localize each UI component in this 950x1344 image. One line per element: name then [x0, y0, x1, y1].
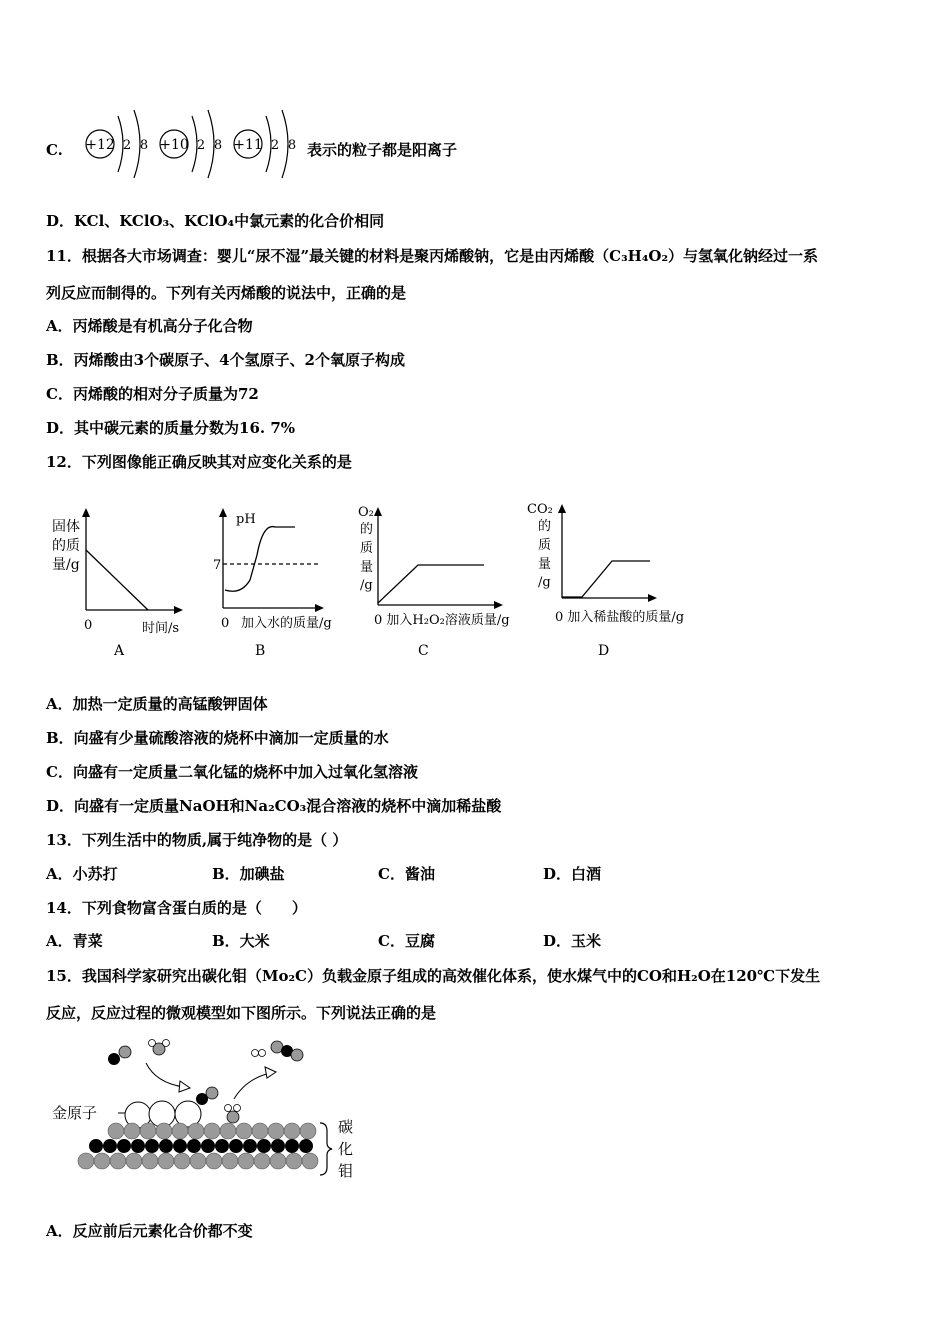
catalyst-model-diagram — [48, 1035, 368, 1195]
graph-d-ylabel-5: /g — [538, 575, 551, 590]
q10-option-c-label: C. — [46, 141, 63, 159]
graph-b-ref-value: 7 — [213, 558, 222, 573]
q12-option-d: D．向盛有一定质量NaOH和Na₂CO₃混合溶液的烧杯中滴加稀盐酸 — [46, 797, 502, 815]
graph-a-caption: A — [114, 643, 125, 659]
graph-d-ylabel-4: 量 — [538, 557, 552, 572]
graph-d-xlabel: 0 加入稀盐酸的质量/g — [555, 610, 685, 625]
graph-a-ylabel-1: 固体 — [52, 519, 80, 535]
q14-option-d: D．玉米 — [543, 932, 602, 950]
graph-c-caption: C — [418, 643, 429, 659]
atom-diagram-1 — [85, 110, 148, 178]
q14-option-b: B．大米 — [212, 932, 270, 950]
graph-b-curve — [225, 527, 295, 592]
graph-b-ylabel: pH — [236, 512, 256, 527]
graph-c-line — [378, 565, 484, 603]
q13-stem: 13．下列生活中的物质,属于纯净物的是（ ） — [46, 831, 348, 849]
q13-option-a: A．小苏打 — [46, 865, 118, 883]
q13-option-b: B．加碘盐 — [212, 865, 285, 883]
graph-d-line — [562, 561, 650, 597]
graph-a-ylabel-2: 的质 — [52, 538, 80, 554]
q11-stem-line1: 11．根据各大市场调查：婴儿“尿不湿”最关键的材料是聚丙烯酸钠，它是由丙烯酸（C₃H₄O₂）与氢氧化钠经过一系 — [46, 247, 819, 265]
q11-option-c: C．丙烯酸的相对分子质量为72 — [46, 385, 259, 403]
graph-b — [205, 505, 355, 665]
graph-c-ylabel-1: O₂ — [358, 505, 374, 520]
q15-stem-line2: 反应，反应过程的微观模型如下图所示。下列说法正确的是 — [46, 1004, 437, 1022]
graph-a-xlabel: 时间/s — [142, 621, 180, 636]
graph-a-origin: 0 — [84, 618, 93, 633]
gold-atom-label: 金原子 — [52, 1104, 98, 1122]
graph-d-ylabel-2: 的 — [538, 519, 552, 534]
graph-c-ylabel-5: /g — [360, 578, 373, 593]
graph-c-ylabel-3: 质 — [360, 541, 374, 556]
graph-c-xlabel: 0 加入H₂O₂溶液质量/g — [374, 613, 510, 628]
q11-option-a: A．丙烯酸是有机高分子化合物 — [46, 317, 253, 335]
q12-option-b: B．向盛有少量硫酸溶液的烧杯中滴加一定质量的水 — [46, 729, 389, 747]
atom-diagram-2 — [159, 110, 222, 178]
graph-b-caption: B — [255, 643, 266, 659]
support-label-3: 钼 — [338, 1162, 354, 1180]
graph-d — [524, 497, 704, 665]
q14-stem: 14．下列食物富含蛋白质的是（ ） — [46, 899, 307, 917]
mo2c-support-layer-bottom — [78, 1153, 318, 1169]
q13-option-c: C．酱油 — [378, 865, 435, 883]
q12-stem: 12．下列图像能正确反映其对应变化关系的是 — [46, 453, 352, 471]
co-molecule-reactant — [108, 1046, 131, 1065]
support-label-1: 碳 — [338, 1118, 354, 1136]
mo2c-support-layer-carbon — [89, 1139, 313, 1153]
q15-stem-line1: 15．我国科学家研究出碳化钼（Mo₂C）负载金原子组成的高效催化体系，使水煤气中的CO和H₂O在120℃下发生 — [46, 967, 821, 985]
q11-option-d: D．其中碳元素的质量分数为16. 7% — [46, 419, 296, 437]
q15-option-a: A．反应前后元素化合价都不变 — [46, 1222, 253, 1240]
atom-2-nucleus: +10 — [159, 137, 189, 153]
q13-option-d: D．白酒 — [543, 865, 602, 883]
support-brace — [320, 1123, 332, 1175]
graph-c-ylabel-2: 的 — [360, 522, 374, 537]
graph-d-ylabel-1: CO₂ — [527, 502, 553, 517]
graph-c — [356, 500, 526, 665]
atom-2-shell-2: 8 — [213, 138, 223, 153]
q11-stem-line2: 列反应而制得的。下列有关丙烯酸的说法中，正确的是 — [46, 284, 407, 302]
atom-1-shell-1: 2 — [122, 138, 132, 153]
support-label-2: 化 — [338, 1140, 354, 1158]
q12-option-c: C．向盛有一定质量二氧化锰的烧杯中加入过氧化氢溶液 — [46, 763, 418, 781]
atom-diagram-3 — [233, 110, 296, 178]
h2-molecule-product — [252, 1050, 266, 1057]
graph-a-ylabel-3: 量/g — [52, 557, 80, 573]
product-arrow — [234, 1073, 270, 1099]
atom-2-shell-1: 2 — [196, 138, 206, 153]
q10-option-c-text: 表示的粒子都是阳离子 — [307, 141, 458, 159]
q14-option-c: C．豆腐 — [378, 932, 435, 950]
h2o-molecule-reactant — [149, 1040, 170, 1056]
atom-1-shell-2: 8 — [139, 138, 149, 153]
q14-option-a: A．青菜 — [46, 932, 103, 950]
atom-3-shell-2: 8 — [287, 138, 297, 153]
graph-a-line — [86, 550, 148, 610]
co2-molecule-product — [271, 1041, 303, 1061]
q12-option-a: A．加热一定质量的高锰酸钾固体 — [46, 695, 268, 713]
graph-c-ylabel-4: 量 — [360, 560, 374, 575]
graph-d-ylabel-3: 质 — [538, 538, 552, 553]
graph-d-caption: D — [598, 643, 610, 659]
q10-option-d: D．KCl、KClO₃、KClO₄中氯元素的化合价相同 — [46, 212, 385, 230]
atom-3-nucleus: +11 — [233, 137, 263, 153]
q11-option-b: B．丙烯酸由3个碳原子、4个氢原子、2个氧原子构成 — [46, 351, 405, 369]
reactant-arrow — [146, 1063, 184, 1087]
atom-structure-diagrams — [80, 104, 305, 184]
atom-1-nucleus: +12 — [85, 137, 115, 153]
atom-3-shell-1: 2 — [270, 138, 280, 153]
graph-b-xlabel: 加入水的质量/g — [241, 616, 332, 631]
graph-a — [48, 505, 198, 665]
graph-b-origin: 0 — [221, 616, 230, 631]
